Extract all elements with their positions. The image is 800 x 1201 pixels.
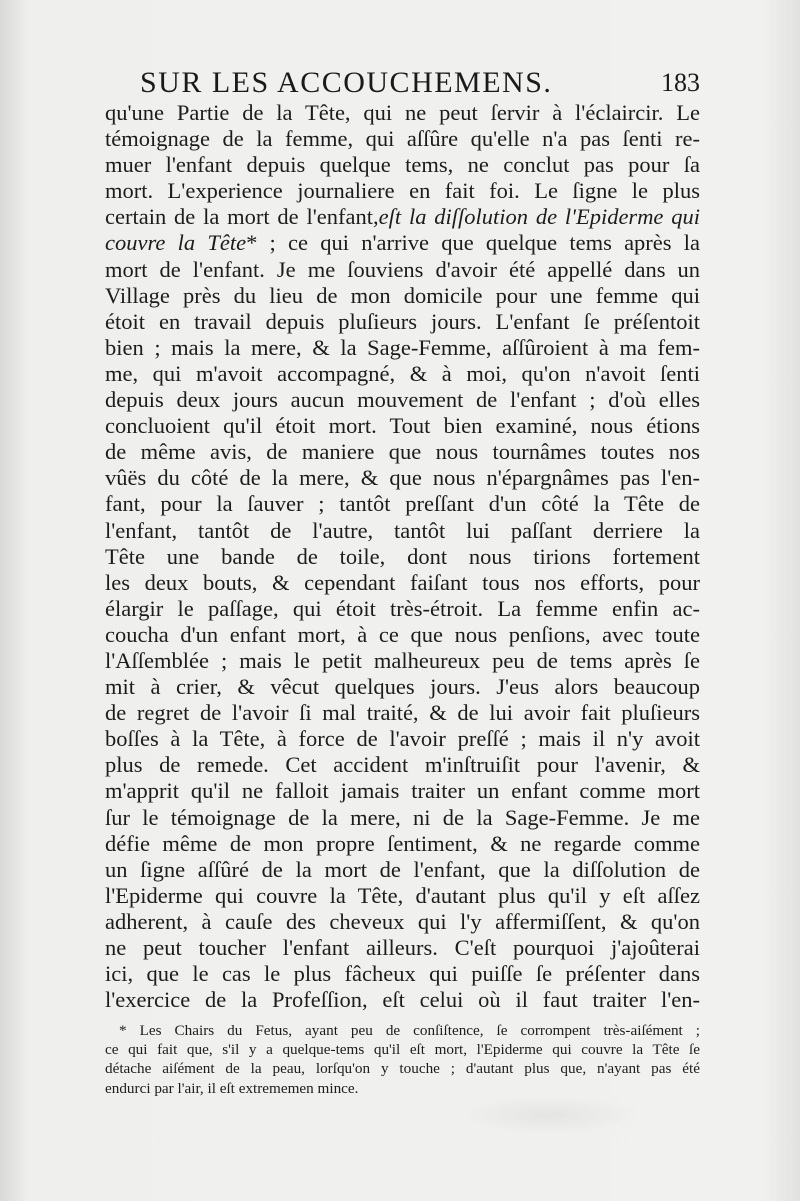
text-line: m'apprit qu'il ne falloit jamais traiter un enfant comme mort — [105, 778, 700, 804]
text-line: de même avis, de maniere que nous tournâmes toutes nos — [105, 439, 700, 465]
text-segment: certain de la mort de l'enfant, — [105, 204, 379, 230]
text-line: plus de remede. Cet accident m'inſtruiſit pour l'avenir, & — [105, 752, 700, 778]
italic-segment: couvre la Tête — [105, 230, 247, 256]
footnote-line: endurci par l'air, il eſt extrememen mince. — [105, 1079, 359, 1097]
text-line: ſur le témoignage de la mere, ni de la Sage-Femme. Je me — [105, 804, 700, 830]
text-line: un ſigne aſſûré de la mort de l'enfant, que la diſſolution de — [105, 856, 700, 882]
italic-segment: eſt la diſſolution de l'Epiderme qui — [378, 204, 700, 230]
text-line: qu'une Partie de la Tête, qui ne peut ſervir à l'éclaircir. Le — [105, 100, 700, 125]
text-line: ici, que le cas le plus fâcheux qui puiſſe ſe préſenter dans — [105, 961, 700, 987]
text-line: de regret de l'avoir ſi mal traité, & de lui avoir fait pluſieurs — [105, 700, 700, 726]
text-line: l'exercice de la Profeſſion, eſt celui où il faut traiter l'en- — [105, 987, 700, 1013]
running-head: SUR LES ACCOUCHEMENS. — [140, 66, 553, 99]
text-line: adherent, à cauſe des cheveux qui l'y affermiſſent, & qu'on — [105, 908, 700, 934]
text-line: mort. L'experience journaliere en fait foi. Le ſigne le plus — [105, 178, 700, 204]
text-line: boſſes à la Tête, à force de l'avoir preſſé ; mais il n'y avoit — [105, 726, 700, 752]
footnote-line: * Les Chairs du Fetus, ayant peu de conſiſtence, ſe corrompent très-aiſément ; — [119, 1022, 700, 1039]
text-line: concluoient qu'il étoit mort. Tout bien examiné, nous étions — [105, 413, 700, 439]
text-line-with-italic — [105, 230, 700, 256]
text-line: étoit en travail depuis pluſieurs jours. L'enfant ſe préſentoit — [105, 308, 700, 334]
bleed-through-mark — [460, 1095, 640, 1135]
text-line: coucha d'un enfant mort, à ce que nous penſions, avec toute — [105, 621, 700, 647]
footnote — [105, 1021, 700, 1098]
footnote-line: détache aiſément de la peau, lorſqu'on y touche ; d'autant plus que, n'ayant pas été — [105, 1060, 700, 1078]
text-line: élargir le paſſage, qui étoit très-étroit. La femme enfin ac- — [105, 595, 700, 621]
footnote-line: ce qui fait que, s'il y a quelque-tems qu'il eſt mort, l'Epiderme qui couvre la Tête ſe — [105, 1041, 700, 1059]
text-line: depuis deux jours aucun mouvement de l'enfant ; d'où elles — [105, 387, 700, 413]
text-line: mort de l'enfant. Je me ſouviens d'avoir été appellé dans un — [105, 256, 700, 282]
text-line: Tête une bande de toile, dont nous tirions fortement — [105, 543, 700, 569]
text-line: défie même de mon propre ſentiment, & ne regarde comme — [105, 830, 700, 856]
text-line: témoignage de la femme, qui aſſûre qu'elle n'a pas ſenti re- — [105, 126, 700, 152]
page-number: 183 — [661, 68, 700, 97]
text-line: les deux bouts, & cependant faiſant tous nos efforts, pour — [105, 569, 700, 595]
text-line: l'enfant, tantôt de l'autre, tantôt lui paſſant derriere la — [105, 517, 700, 543]
text-line-with-italic — [105, 204, 700, 230]
text-line: l'Epiderme qui couvre la Tête, d'autant plus qu'il y eſt aſſez — [105, 882, 700, 908]
text-line: muer l'enfant depuis quelque tems, ne conclut pas pour ſa — [105, 152, 700, 178]
text-segment: * ; ce qui n'arrive que quelque tems après la — [246, 230, 701, 256]
text-line: l'Aſſemblée ; mais le petit malheureux peu de tems après ſe — [105, 647, 700, 673]
text-line: vûës du côté de la mere, & que nous n'épargnâmes pas l'en- — [105, 465, 700, 491]
text-line: Village près du lieu de mon domicile pour une femme qui — [105, 282, 700, 308]
body-text — [105, 100, 700, 1013]
text-line: ne peut toucher l'enfant ailleurs. C'eſt pourquoi j'ajoûterai — [105, 935, 700, 960]
text-line: mit à crier, & vêcut quelques jours. J'eus alors beaucoup — [105, 674, 700, 700]
text-line: me, qui m'avoit accompagné, & à moi, qu'on n'avoit ſenti — [105, 360, 700, 386]
text-line: fant, pour la ſauver ; tantôt preſſant d'un côté la Tête de — [105, 491, 700, 517]
text-line: bien ; mais la mere, & la Sage-Femme, aſſûroient à ma fem- — [105, 334, 700, 360]
